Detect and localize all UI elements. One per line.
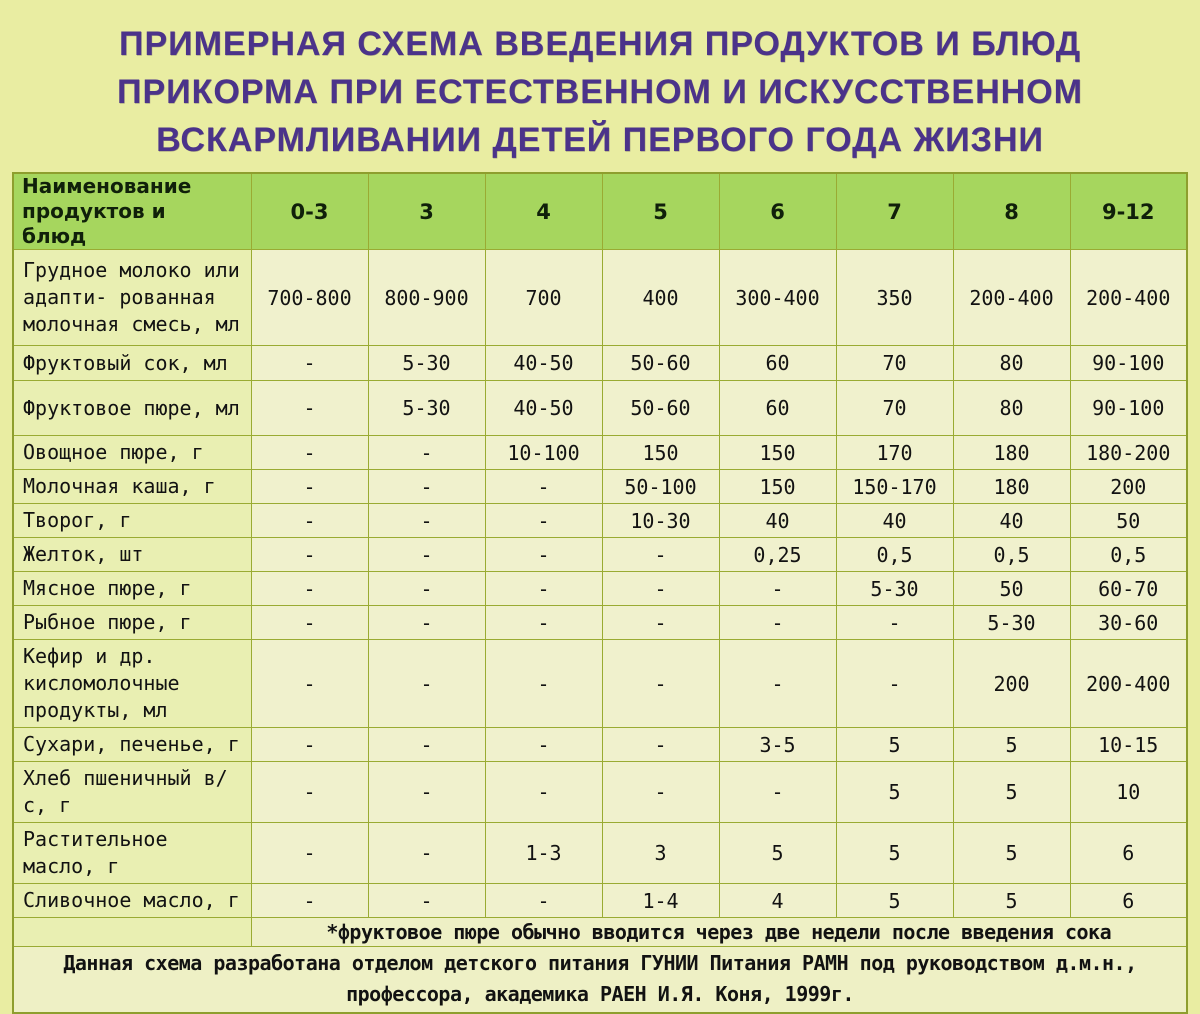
value-cell: - bbox=[602, 640, 719, 728]
value-cell: - bbox=[485, 762, 602, 823]
value-cell: - bbox=[251, 606, 368, 640]
value-cell: 300-400 bbox=[719, 250, 836, 346]
value-cell: - bbox=[485, 470, 602, 504]
age-column-header: 7 bbox=[836, 173, 953, 250]
table-head bbox=[13, 173, 1187, 250]
product-label: Рыбное пюре, г bbox=[13, 606, 251, 640]
product-label: Молочная каша, г bbox=[13, 470, 251, 504]
value-cell: 400 bbox=[602, 250, 719, 346]
value-cell: 5-30 bbox=[836, 572, 953, 606]
value-cell: - bbox=[368, 470, 485, 504]
value-cell: - bbox=[251, 470, 368, 504]
value-cell: - bbox=[602, 538, 719, 572]
value-cell: - bbox=[251, 823, 368, 884]
value-cell: - bbox=[251, 728, 368, 762]
value-cell: 800-900 bbox=[368, 250, 485, 346]
value-cell: - bbox=[251, 762, 368, 823]
value-cell: - bbox=[602, 762, 719, 823]
credit-text: Данная схема разработана отделом детского питания ГУНИИ Питания РАМН под руководством д.м.н., профессора, академика РАЕН И.Я. Коня, 1999г. bbox=[63, 951, 1137, 1007]
value-cell: - bbox=[251, 381, 368, 436]
table-row bbox=[13, 640, 1187, 728]
product-label: Мясное пюре, г bbox=[13, 572, 251, 606]
name-column-header: Наименование продуктов и блюд bbox=[13, 173, 251, 250]
value-cell: 3 bbox=[602, 823, 719, 884]
value-cell: 200-400 bbox=[1070, 640, 1187, 728]
value-cell: - bbox=[719, 640, 836, 728]
value-cell: 0,5 bbox=[1070, 538, 1187, 572]
table-row bbox=[13, 470, 1187, 504]
value-cell: - bbox=[836, 640, 953, 728]
value-cell: - bbox=[485, 572, 602, 606]
footnote-text: *фруктовое пюре обычно вводится через две недели после введения сока bbox=[251, 918, 1187, 947]
age-column-header: 0-3 bbox=[251, 173, 368, 250]
table-row bbox=[13, 762, 1187, 823]
value-cell: 5-30 bbox=[368, 346, 485, 381]
table-row bbox=[13, 436, 1187, 470]
value-cell: 90-100 bbox=[1070, 381, 1187, 436]
age-column-header: 8 bbox=[953, 173, 1070, 250]
value-cell: 3-5 bbox=[719, 728, 836, 762]
value-cell: - bbox=[251, 346, 368, 381]
value-cell: 90-100 bbox=[1070, 346, 1187, 381]
value-cell: - bbox=[368, 538, 485, 572]
value-cell: 5 bbox=[953, 884, 1070, 918]
value-cell: 5 bbox=[836, 762, 953, 823]
value-cell: 80 bbox=[953, 346, 1070, 381]
value-cell: 40 bbox=[836, 504, 953, 538]
value-cell: 700-800 bbox=[251, 250, 368, 346]
value-cell: 170 bbox=[836, 436, 953, 470]
value-cell: 350 bbox=[836, 250, 953, 346]
value-cell: 700 bbox=[485, 250, 602, 346]
value-cell: - bbox=[251, 436, 368, 470]
table-body bbox=[13, 250, 1187, 918]
value-cell: 40-50 bbox=[485, 381, 602, 436]
value-cell: - bbox=[368, 884, 485, 918]
value-cell: 6 bbox=[1070, 823, 1187, 884]
table-row bbox=[13, 728, 1187, 762]
feeding-schedule-table bbox=[12, 172, 1188, 1014]
value-cell: 5 bbox=[953, 823, 1070, 884]
value-cell: 5-30 bbox=[368, 381, 485, 436]
value-cell: 50 bbox=[953, 572, 1070, 606]
product-label: Творог, г bbox=[13, 504, 251, 538]
value-cell: 60 bbox=[719, 346, 836, 381]
value-cell: - bbox=[485, 640, 602, 728]
value-cell: - bbox=[602, 728, 719, 762]
product-label: Овощное пюре, г bbox=[13, 436, 251, 470]
value-cell: 200 bbox=[1070, 470, 1187, 504]
value-cell: 80 bbox=[953, 381, 1070, 436]
product-label: Сливочное масло, г bbox=[13, 884, 251, 918]
value-cell: - bbox=[368, 762, 485, 823]
footnote-row bbox=[13, 918, 1187, 947]
value-cell: 40 bbox=[953, 504, 1070, 538]
table-row bbox=[13, 823, 1187, 884]
value-cell: 60-70 bbox=[1070, 572, 1187, 606]
table-foot bbox=[13, 918, 1187, 1013]
value-cell: 5 bbox=[836, 728, 953, 762]
credit-row bbox=[13, 947, 1187, 1013]
table-row bbox=[13, 884, 1187, 918]
value-cell: 60 bbox=[719, 381, 836, 436]
value-cell: - bbox=[368, 572, 485, 606]
value-cell: 0,25 bbox=[719, 538, 836, 572]
value-cell: - bbox=[368, 436, 485, 470]
value-cell: 0,5 bbox=[953, 538, 1070, 572]
value-cell: 30-60 bbox=[1070, 606, 1187, 640]
value-cell: 150 bbox=[719, 436, 836, 470]
value-cell: 1-3 bbox=[485, 823, 602, 884]
value-cell: - bbox=[251, 572, 368, 606]
value-cell: 50-100 bbox=[602, 470, 719, 504]
credit-cell bbox=[13, 947, 1187, 1013]
value-cell: - bbox=[836, 606, 953, 640]
age-column-header: 5 bbox=[602, 173, 719, 250]
age-column-header: 4 bbox=[485, 173, 602, 250]
page-title-line-2: ПРИКОРМА ПРИ ЕСТЕСТВЕННОМ И ИСКУССТВЕННОМ bbox=[117, 73, 1083, 111]
age-column-header: 3 bbox=[368, 173, 485, 250]
value-cell: - bbox=[485, 538, 602, 572]
value-cell: - bbox=[251, 538, 368, 572]
product-label: Растительное масло, г bbox=[13, 823, 251, 884]
value-cell: - bbox=[251, 640, 368, 728]
value-cell: - bbox=[602, 572, 719, 606]
value-cell: 200 bbox=[953, 640, 1070, 728]
value-cell: 50-60 bbox=[602, 346, 719, 381]
value-cell: 5 bbox=[836, 884, 953, 918]
value-cell: - bbox=[602, 606, 719, 640]
value-cell: - bbox=[368, 728, 485, 762]
product-label: Фруктовое пюре, мл bbox=[13, 381, 251, 436]
page-title-line-3: ВСКАРМЛИВАНИИ ДЕТЕЙ ПЕРВОГО ГОДА ЖИЗНИ bbox=[156, 121, 1044, 159]
value-cell: 40-50 bbox=[485, 346, 602, 381]
value-cell: 1-4 bbox=[602, 884, 719, 918]
value-cell: 150 bbox=[719, 470, 836, 504]
value-cell: 200-400 bbox=[1070, 250, 1187, 346]
value-cell: - bbox=[368, 504, 485, 538]
value-cell: 10-15 bbox=[1070, 728, 1187, 762]
table-row bbox=[13, 572, 1187, 606]
value-cell: - bbox=[719, 572, 836, 606]
value-cell: 70 bbox=[836, 381, 953, 436]
value-cell: - bbox=[368, 640, 485, 728]
page-title-line-1: ПРИМЕРНАЯ СХЕМА ВВЕДЕНИЯ ПРОДУКТОВ И БЛЮД bbox=[119, 25, 1081, 63]
value-cell: - bbox=[719, 606, 836, 640]
page-title bbox=[0, 0, 1200, 172]
value-cell: 180 bbox=[953, 470, 1070, 504]
value-cell: - bbox=[368, 606, 485, 640]
value-cell: 5 bbox=[953, 762, 1070, 823]
value-cell: 5 bbox=[953, 728, 1070, 762]
age-column-header: 6 bbox=[719, 173, 836, 250]
value-cell: 4 bbox=[719, 884, 836, 918]
footnote-empty-cell bbox=[13, 918, 251, 947]
table-row bbox=[13, 381, 1187, 436]
value-cell: - bbox=[485, 504, 602, 538]
value-cell: 0,5 bbox=[836, 538, 953, 572]
table-row bbox=[13, 250, 1187, 346]
product-label: Сухари, печенье, г bbox=[13, 728, 251, 762]
value-cell: 10-100 bbox=[485, 436, 602, 470]
value-cell: 10-30 bbox=[602, 504, 719, 538]
table-row bbox=[13, 346, 1187, 381]
table-row bbox=[13, 606, 1187, 640]
value-cell: 10 bbox=[1070, 762, 1187, 823]
table-header-row bbox=[13, 173, 1187, 250]
value-cell: 180 bbox=[953, 436, 1070, 470]
table-row bbox=[13, 504, 1187, 538]
value-cell: 70 bbox=[836, 346, 953, 381]
product-label: Хлеб пшеничный в/с, г bbox=[13, 762, 251, 823]
value-cell: - bbox=[485, 728, 602, 762]
value-cell: 50 bbox=[1070, 504, 1187, 538]
value-cell: 6 bbox=[1070, 884, 1187, 918]
product-label: Кефир и др. кисломолочные продукты, мл bbox=[13, 640, 251, 728]
value-cell: 5 bbox=[719, 823, 836, 884]
value-cell: - bbox=[251, 504, 368, 538]
value-cell: 180-200 bbox=[1070, 436, 1187, 470]
product-label: Грудное молоко или адапти- рованная молочная смесь, мл bbox=[13, 250, 251, 346]
table-row bbox=[13, 538, 1187, 572]
value-cell: - bbox=[368, 823, 485, 884]
value-cell: 200-400 bbox=[953, 250, 1070, 346]
product-label: Желток, шт bbox=[13, 538, 251, 572]
value-cell: 150 bbox=[602, 436, 719, 470]
value-cell: - bbox=[485, 884, 602, 918]
value-cell: 150-170 bbox=[836, 470, 953, 504]
product-label: Фруктовый сок, мл bbox=[13, 346, 251, 381]
value-cell: 5 bbox=[836, 823, 953, 884]
value-cell: 5-30 bbox=[953, 606, 1070, 640]
age-column-header: 9-12 bbox=[1070, 173, 1187, 250]
value-cell: 50-60 bbox=[602, 381, 719, 436]
value-cell: - bbox=[251, 884, 368, 918]
value-cell: - bbox=[485, 606, 602, 640]
value-cell: - bbox=[719, 762, 836, 823]
value-cell: 40 bbox=[719, 504, 836, 538]
